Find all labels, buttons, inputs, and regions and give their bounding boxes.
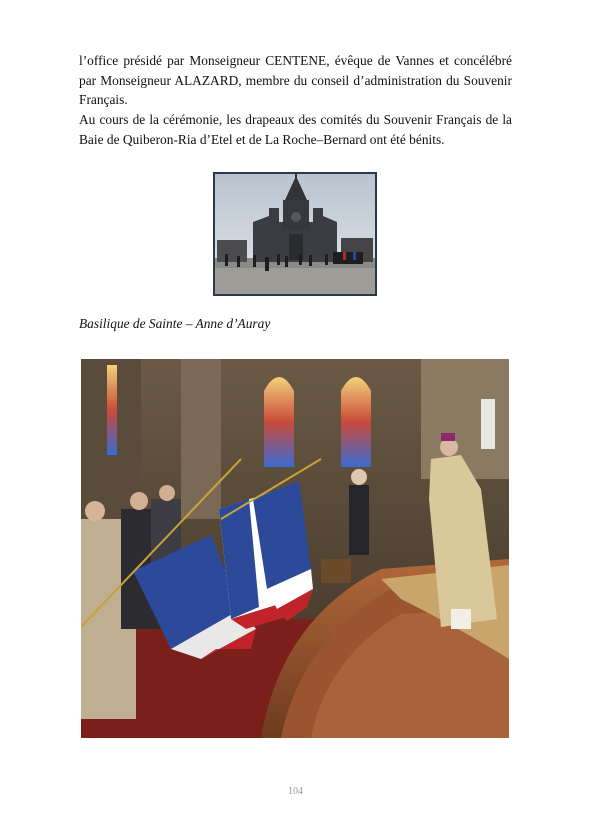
flag-blessing-photo [81, 359, 509, 738]
page-number: 104 [288, 786, 303, 797]
basilica-exterior-photo [213, 172, 377, 296]
paragraph-ceremony: Au cours de la cérémonie, les drapeaux des comités du Souvenir Français de la Baie de Quiberon-Ria d’Etel et de La Roche–Bernard ont été bénits. [79, 112, 512, 147]
paragraph-office: l’office présidé par Monseigneur CENTENE, évêque de Vannes et concélébré par Monseigneur ALAZARD, membre du conseil d’administration du Souvenir Français. [79, 53, 512, 107]
photo-caption: Basilique de Sainte – Anne d’Auray [79, 316, 271, 331]
